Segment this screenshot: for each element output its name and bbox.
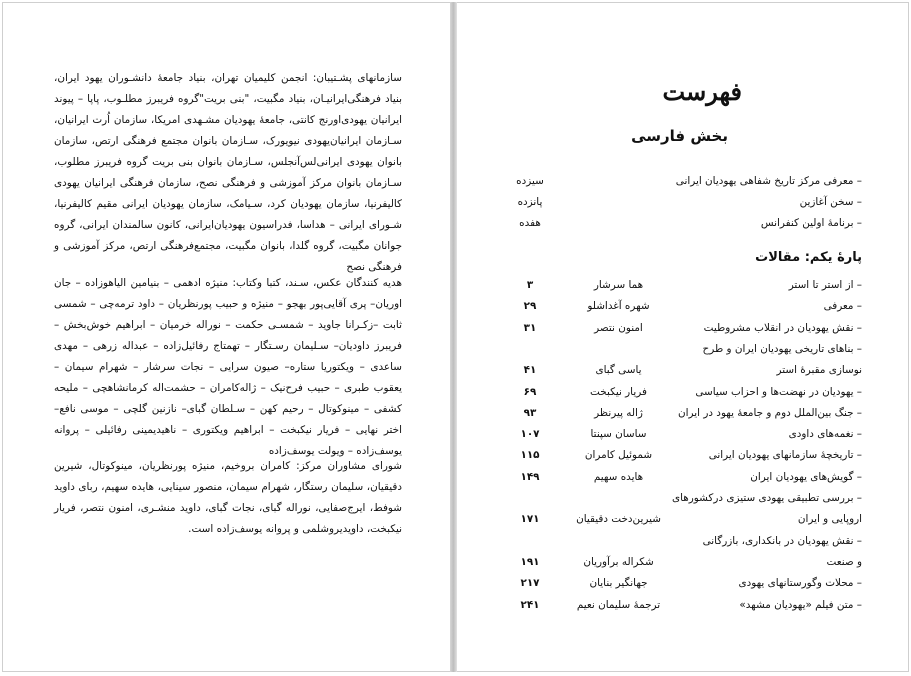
toc-entry-title: – محلات وگورستانهای یهودی [738, 577, 862, 590]
toc-entry-page: هفده [519, 217, 541, 229]
toc-entry-title: – برنامهٔ اولین کنفرانس [760, 217, 862, 229]
donors-text: هدیه کنندگان عکس، سـند، کتبا وکتاب: منیژه ادهمی – بنیامین الیاهوزاده – جان اوریان– پری آقایی‌پور بهجو – منیژه و حبیب پورنظریان – داود ترمه‌چی – شمسی ثابت –زکـرانا جاوید – شمسـی حکمت – نوراله خرمیان – ابراهیم خوش‌بخش – فریبرز داودیان– سـلیمان رسـتگار – تهمتاج رفائیل‌زاده – عبداله زرهی – مهدی ساعدی – ویکتوریا ستاره– صیون سرایی – نجات سرشار – شهرام سیمان – یعقوب طبری – حبیب فرح‌نیک – ژاله‌کامران – حشمت‌اله کرمانشاهچی – ملیحه کشفی – مینوکوتال – رحیم کهن – سـلطان گبای– نازنین گلچی – موسی نافع– اختر نهایی – فریار نیکبخت – ابراهیم ویکتوری – ناهیدیمینی رفائیلی – پروانه یوسف‌زاده – ویولت یوسف‌زاده [54, 277, 402, 457]
toc-entry-title: – متن فیلم «یهودیان مشهد» [739, 598, 862, 611]
toc-row [501, 192, 862, 212]
advisors-paragraph [54, 456, 402, 540]
toc-entry-page: سیزده [516, 175, 544, 187]
right-page [457, 2, 909, 672]
toc-entry-title: اروپایی و ایران [797, 513, 862, 526]
toc-row [501, 213, 862, 233]
toc-entry-page: ۴۱ [523, 364, 537, 377]
toc-entry-page: ۲۱۷ [520, 577, 540, 590]
toc-entry-title: – معرفی مرکز تاریخ شفاهی یهودیان ایرانی [675, 175, 862, 187]
toc-entry-page: ۳۱ [523, 321, 537, 334]
toc-row [501, 467, 862, 487]
toc-entry-author: هما سرشار [593, 279, 644, 291]
toc-row [501, 318, 862, 338]
toc-entry-title: – تاریخچهٔ سازمانهای یهودیان ایرانی [708, 449, 862, 462]
toc-part-heading: پارهٔ یکم: مقالات [755, 250, 862, 265]
toc-row [501, 339, 862, 359]
toc-entry-page: پانزده [517, 196, 543, 208]
toc-title: فهرست [662, 77, 742, 106]
toc-entry-page: ۱۰۷ [520, 428, 540, 441]
toc-entry-author: امنون نتصر [594, 321, 643, 334]
book-spine [450, 2, 457, 672]
toc-entry-author: ژاله پیرنظر [594, 406, 643, 419]
toc-entry-author: ترجمهٔ سلیمان نعیم [576, 598, 661, 611]
toc-entry-page: ۲۴۱ [520, 598, 540, 611]
toc-row [501, 424, 862, 444]
toc-entry-page: ۶۹ [523, 385, 537, 398]
toc-entry-title: – سخن آغازین [799, 196, 862, 208]
toc-row [501, 531, 862, 551]
toc-entry-title: – معرفی [823, 300, 862, 313]
toc-entry-title: – گویش‌های یهودیان ایران [750, 470, 862, 483]
toc-entry-page: ۱۹۱ [520, 555, 540, 568]
toc-entry-page: ۹۳ [523, 406, 537, 419]
toc-row [501, 552, 862, 572]
toc-entry-title: – نقش یهودیان در بانکداری، بازرگانی [702, 534, 862, 547]
toc-entry-title: – یهودیان در نهضت‌ها و احزاب سیاسی [695, 385, 862, 398]
toc-row [501, 509, 862, 529]
toc-entry-page: ۲۹ [523, 300, 537, 313]
donors-paragraph [54, 273, 402, 462]
toc-row [501, 595, 862, 615]
toc-entry-title: – نقش یهودیان در انقلاب مشروطیت [703, 321, 862, 334]
toc-entry-title: نوسازی مقبرهٔ استر [776, 364, 862, 377]
toc-entry-author: شیرین‌دخت دقیقیان [576, 513, 661, 526]
toc-row [501, 296, 862, 316]
toc-entry-title: و صنعت [826, 555, 862, 568]
supporters-text: سازمانهای پشـتیبان: انجمن کلیمیان تهران، بنیاد جامعهٔ دانشـوران یهود ایران، بنیاد فرهنگی‌ایرانیـان، بنیاد مگبیت، "بنی بریت"گروه فریبرز مطلـوب، پاپا – پیوند ایرانیان یهودی‌اورنج کانتی، جامعهٔ یهودیان مشـهدی امریکا، سازمان اُرت ایرانیان، سـازمان ایرانیان‌یهودی نیویورک، سـازمان بانوان مجتمع فرهنگی ارتص، سازمان بانوان یهودی ایرانی‌لس‌آنجلس، سـازمان بانوان بنی بریت گروه فریبرز مطلوب، سـازمان بانوان مرکز آموزشی و فرهنگی نصح، سازمان فرهنگی ایرانیان یهودی کالیفرنیا، سازمان یهودیان کرد، سـیامک، سازمان یهودیان ایرانی مقیم کالیفرنیا، شـورای ایرانی – هداسا، فدراسیون یهودیان‌ایرانی، کانون سالمندان ایرانی، گروه جوانان مگبیت، گروه گلدا، بانوان مگبیت، مجتمع‌فرهنگی ارتص، مرکز آموزشی و فرهنگی نصح [54, 72, 402, 273]
toc-entry-title: – جنگ بین‌الملل دوم و جامعهٔ یهود در ایران [678, 406, 862, 419]
toc-section-heading: بخش فارسی [631, 127, 728, 145]
toc-entry-author: شکراله برآوریان [583, 555, 654, 568]
toc-entry-title: – بررسی تطبیقی یهودی ستیزی درکشورهای [672, 492, 862, 504]
toc-entry-author: شموئیل کامران [584, 449, 653, 462]
advisors-text: شورای مشاوران مرکز: کامران بروخیم، منیژه پورنظریان، مینوکوتال، شیرین دقیقیان، سلیمان رستگار، شهرام سیمان، منصور سینایی، هایده سهیم، ربای داوید شوفط، ایرج‌صفایی، نوراله گبای، نجات گبای، داوید منشـری، امنون نتصر، فریار نیکبخت، داویدیروشلمی و پروانه یوسف‌زاده است. [54, 460, 402, 535]
toc-row [501, 171, 862, 191]
toc-entry-author: فریار نیکبخت [590, 385, 647, 398]
toc-row [501, 573, 862, 593]
toc-row [501, 488, 862, 508]
toc-entry-page: ۳ [526, 279, 534, 291]
left-page [2, 2, 450, 672]
toc-row [501, 360, 862, 380]
toc-row [501, 382, 862, 402]
toc-row [501, 275, 862, 295]
toc-entry-author: هایده سهیم [593, 470, 644, 483]
toc-row [501, 403, 862, 423]
toc-entry-title: – نغمه‌های داودی [788, 428, 862, 441]
toc-entry-page: ۱۷۱ [520, 513, 540, 526]
toc-entry-page: ۱۴۹ [520, 470, 540, 483]
toc-entry-title: – بناهای تاریخی یهودیان ایران و طرح [702, 342, 862, 355]
toc-entry-author: جهانگیر بنایان [589, 577, 648, 590]
supporters-paragraph [54, 68, 402, 278]
toc-entry-page: ۱۱۵ [520, 449, 540, 462]
toc-entry-author: ساسان سپنتا [590, 428, 647, 441]
toc-row [501, 445, 862, 465]
toc-entry-author: یاسی گبای [595, 364, 642, 377]
toc-entry-author: شهره آغداشلو [587, 300, 650, 313]
toc-entry-title: – از استر تا استر [788, 279, 862, 291]
